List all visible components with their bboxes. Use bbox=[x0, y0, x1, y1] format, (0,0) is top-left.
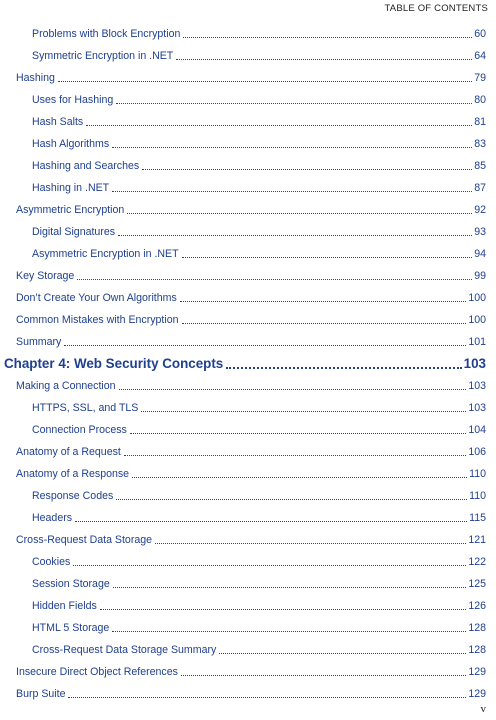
leader-dots bbox=[180, 301, 467, 302]
leader-dots bbox=[127, 213, 472, 214]
toc-entry-title: Anatomy of a Response bbox=[16, 468, 130, 480]
toc-entry-page: 101 bbox=[468, 336, 486, 348]
toc-entry[interactable] bbox=[32, 26, 486, 42]
leader-dots bbox=[119, 389, 467, 390]
toc-entry-title: Uses for Hashing bbox=[32, 94, 114, 106]
toc-entry-title: Asymmetric Encryption in .NET bbox=[32, 248, 179, 260]
toc-entry-page: 121 bbox=[468, 534, 486, 546]
leader-dots bbox=[132, 477, 467, 478]
toc-entry-title: Summary bbox=[16, 336, 62, 348]
toc-entry-title: Chapter 4: Web Security Concepts bbox=[4, 356, 224, 371]
toc-entry[interactable] bbox=[32, 620, 486, 636]
toc-entry-page: 103 bbox=[468, 380, 486, 392]
toc-entry[interactable] bbox=[32, 400, 486, 416]
toc-entry-page: 100 bbox=[468, 292, 486, 304]
toc-entry-title: Hashing and Searches bbox=[32, 160, 140, 172]
toc-entry-page: 100 bbox=[468, 314, 486, 326]
toc-entry-page: 122 bbox=[468, 556, 486, 568]
leader-dots bbox=[77, 279, 472, 280]
toc-entry-page: 94 bbox=[474, 248, 486, 260]
leader-dots bbox=[130, 433, 467, 434]
toc-entry-title: Don’t Create Your Own Algorithms bbox=[16, 292, 177, 304]
toc-entry[interactable] bbox=[16, 378, 486, 394]
leader-dots bbox=[142, 169, 472, 170]
toc-entry-title: Cookies bbox=[32, 556, 71, 568]
toc-entry[interactable] bbox=[32, 598, 486, 614]
toc-entry-page: 129 bbox=[468, 688, 486, 700]
leader-dots bbox=[181, 675, 466, 676]
toc-entry[interactable] bbox=[32, 224, 486, 240]
toc-entry-title: Hash Algorithms bbox=[32, 138, 110, 150]
leader-dots bbox=[68, 697, 466, 698]
toc-entry-page: 83 bbox=[474, 138, 486, 150]
toc-entry-page: 115 bbox=[469, 512, 486, 524]
toc-entry-page: 93 bbox=[474, 226, 486, 238]
toc-entry-title: Asymmetric Encryption bbox=[16, 204, 125, 216]
toc-entry-page: 128 bbox=[468, 622, 486, 634]
toc-entry-page: 125 bbox=[468, 578, 486, 590]
toc-entry[interactable] bbox=[16, 664, 486, 680]
toc-entry-title: Response Codes bbox=[32, 490, 114, 502]
toc-entry-page: 126 bbox=[468, 600, 486, 612]
toc-entry[interactable] bbox=[32, 48, 486, 64]
toc-entry-page: 79 bbox=[474, 72, 486, 84]
leader-dots bbox=[182, 257, 473, 258]
leader-dots bbox=[183, 37, 472, 38]
toc-entry-title: Hashing in .NET bbox=[32, 182, 110, 194]
leader-dots bbox=[112, 191, 472, 192]
toc-entry-title: Hash Salts bbox=[32, 116, 84, 128]
toc-entry-title: HTTPS, SSL, and TLS bbox=[32, 402, 139, 414]
leader-dots bbox=[100, 609, 467, 610]
toc-chapter-heading[interactable] bbox=[4, 354, 486, 374]
leader-dots bbox=[58, 81, 472, 82]
toc-entry-title: HTML 5 Storage bbox=[32, 622, 110, 634]
toc-entry-title: Problems with Block Encryption bbox=[32, 28, 181, 40]
toc-entry[interactable] bbox=[32, 510, 486, 526]
toc-entry-page: 64 bbox=[474, 50, 486, 62]
toc-entry[interactable] bbox=[32, 136, 486, 152]
leader-dots bbox=[86, 125, 472, 126]
toc-entry[interactable] bbox=[32, 422, 486, 438]
leader-dots bbox=[141, 411, 466, 412]
toc-entry-title: Key Storage bbox=[16, 270, 75, 282]
leader-dots bbox=[112, 147, 472, 148]
toc-entry-page: 129 bbox=[468, 666, 486, 678]
toc-entry[interactable] bbox=[32, 246, 486, 262]
toc-entry[interactable] bbox=[16, 312, 486, 328]
toc-entry-page: 85 bbox=[474, 160, 486, 172]
toc-entry[interactable] bbox=[16, 70, 486, 86]
leader-dots bbox=[116, 103, 472, 104]
leader-dots bbox=[64, 345, 466, 346]
leader-dots bbox=[118, 235, 472, 236]
leader-dots bbox=[124, 455, 466, 456]
leader-dots bbox=[112, 631, 466, 632]
toc-entry-title: Common Mistakes with Encryption bbox=[16, 314, 179, 326]
toc-entry[interactable] bbox=[16, 444, 486, 460]
toc-entry-title: Insecure Direct Object References bbox=[16, 666, 178, 678]
toc-entry-title: Digital Signatures bbox=[32, 226, 116, 238]
toc-entry[interactable] bbox=[16, 202, 486, 218]
leader-dots bbox=[116, 499, 467, 500]
leader-dots bbox=[73, 565, 466, 566]
toc-entry-title: Anatomy of a Request bbox=[16, 446, 121, 458]
toc-entry[interactable] bbox=[32, 114, 486, 130]
toc-entry[interactable] bbox=[16, 466, 486, 482]
leader-dots bbox=[113, 587, 467, 588]
toc-entry-page: 103 bbox=[463, 356, 486, 371]
toc-entry-page: 87 bbox=[474, 182, 486, 194]
toc-entry[interactable] bbox=[32, 554, 486, 570]
toc-entry-title: Making a Connection bbox=[16, 380, 116, 392]
toc-entry-title: Connection Process bbox=[32, 424, 127, 436]
toc-entry-title: Burp Suite bbox=[16, 688, 66, 700]
leader-dots bbox=[182, 323, 467, 324]
toc-entry[interactable] bbox=[32, 642, 486, 658]
toc-entry-page: 103 bbox=[468, 402, 486, 414]
toc-entry[interactable] bbox=[32, 180, 486, 196]
leader-dots bbox=[219, 653, 466, 654]
leader-dots bbox=[176, 59, 472, 60]
toc-entry-page: 92 bbox=[474, 204, 486, 216]
toc-entry[interactable] bbox=[16, 268, 486, 284]
toc-entry[interactable] bbox=[32, 158, 486, 174]
toc-entry-title: Hidden Fields bbox=[32, 600, 97, 612]
toc-entry-page: 60 bbox=[474, 28, 486, 40]
leader-dots bbox=[75, 521, 467, 522]
page-number: v bbox=[480, 703, 486, 715]
toc-entry-title: Headers bbox=[32, 512, 73, 524]
toc-entry-page: 99 bbox=[474, 270, 486, 282]
toc-entry-title: Symmetric Encryption in .NET bbox=[32, 50, 174, 62]
toc-entry[interactable] bbox=[32, 576, 486, 592]
toc-entry[interactable] bbox=[32, 92, 486, 108]
toc-entry-page: 110 bbox=[469, 468, 486, 480]
leader-dots bbox=[155, 543, 466, 544]
toc-entry-page: 104 bbox=[468, 424, 486, 436]
toc-entry-title: Session Storage bbox=[32, 578, 110, 590]
toc-entry[interactable] bbox=[16, 532, 486, 548]
toc-entry-page: 80 bbox=[474, 94, 486, 106]
toc-entry-title: Cross-Request Data Storage bbox=[16, 534, 153, 546]
toc-entry[interactable] bbox=[32, 488, 486, 504]
toc-entry-page: 106 bbox=[468, 446, 486, 458]
toc-entry[interactable] bbox=[16, 290, 486, 306]
toc-entry-page: 110 bbox=[469, 490, 486, 502]
toc-entry-title: Hashing bbox=[16, 72, 55, 84]
toc-entry[interactable] bbox=[16, 334, 486, 350]
running-header: TABLE OF CONTENTS bbox=[384, 3, 488, 14]
toc-entry-title: Cross-Request Data Storage Summary bbox=[32, 644, 217, 656]
toc-entry[interactable] bbox=[16, 686, 486, 702]
leader-dots bbox=[226, 367, 461, 369]
toc-entry-page: 81 bbox=[474, 116, 486, 128]
toc-entry-page: 128 bbox=[468, 644, 486, 656]
